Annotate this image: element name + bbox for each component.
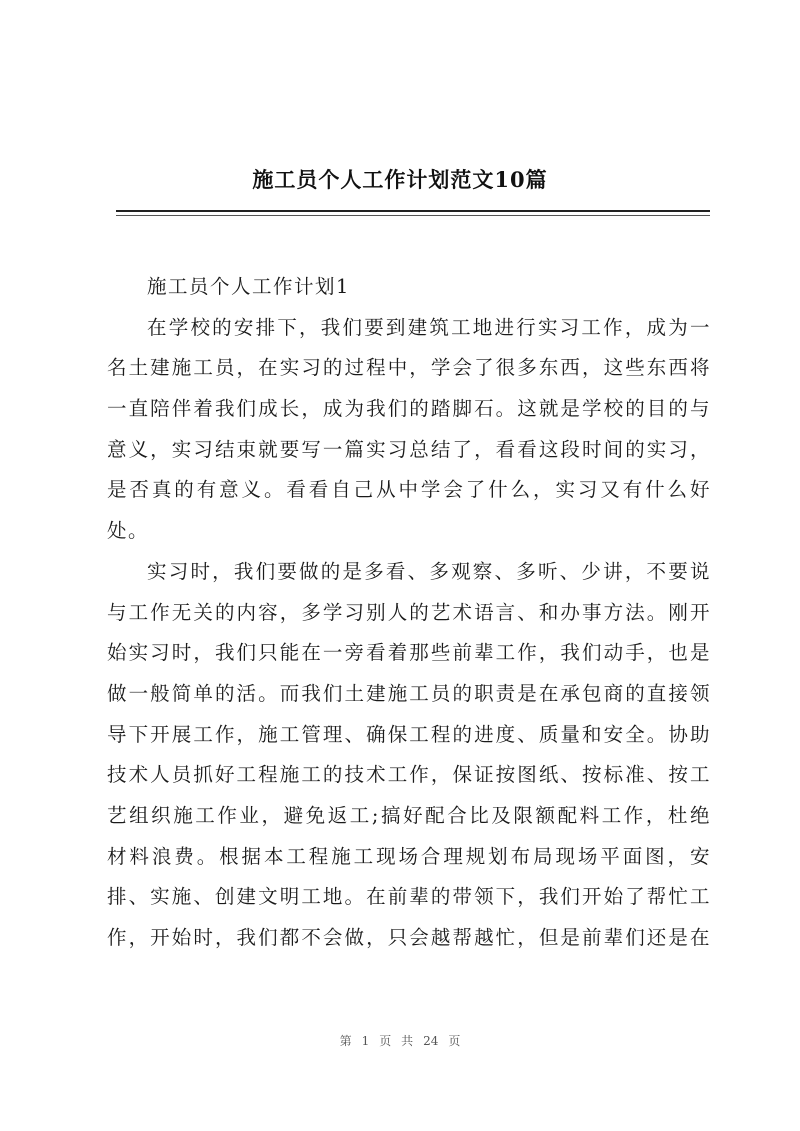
text-line: 导下开展工作，施工管理、确保工程的进度、质量和安全。协助 — [107, 722, 711, 746]
text-line: 是否真的有意义。看看自己从中学会了什么，实习又有什么好 — [107, 478, 711, 502]
text-line: 名土建施工员，在实习的过程中，学会了很多东西，这些东西将 — [107, 356, 711, 380]
text-line: 意义，实习结束就要写一篇实习总结了，看看这段时间的实习， — [107, 437, 711, 461]
text-line: 实习时，我们要做的是多看、多观察、多听、少讲，不要说 — [147, 559, 711, 583]
text-line: 在学校的安排下，我们要到建筑工地进行实习工作，成为一 — [147, 315, 711, 339]
text-line: 与工作无关的内容，多学习别人的艺术语言、和办事方法。刚开 — [107, 600, 711, 624]
document-body — [107, 267, 711, 959]
text-line: 一直陪伴着我们成长，成为我们的踏脚石。这就是学校的目的与 — [107, 397, 711, 421]
title-rule-thick — [116, 210, 710, 212]
section-heading: 施工员个人工作计划1 — [147, 275, 350, 298]
page-footer — [0, 1032, 800, 1049]
paragraph-1 — [107, 308, 711, 552]
text-line: 材料浪费。根据本工程施工现场合理规划布局现场平面图，安 — [107, 844, 711, 868]
paragraph-2 — [107, 552, 711, 959]
total-pages-number: 24 — [423, 1034, 439, 1048]
footer-suffix: 页 — [448, 1034, 461, 1048]
text-line: 艺组织施工作业，避免返工;搞好配合比及限额配料工作，杜绝 — [107, 803, 711, 827]
footer-middle: 页 共 — [379, 1034, 414, 1048]
text-line: 做一般简单的活。而我们土建施工员的职责是在承包商的直接领 — [107, 681, 711, 705]
title-rule-thin — [116, 215, 710, 216]
text-line: 处。 — [107, 519, 150, 543]
text-line: 技术人员抓好工程施工的技术工作，保证按图纸、按标准、按工 — [107, 763, 711, 787]
text-line: 排、实施、创建文明工地。在前辈的带领下，我们开始了帮忙工 — [107, 885, 711, 909]
footer-prefix: 第 — [339, 1034, 352, 1048]
document-title: 施工员个人工作计划范文10篇 — [252, 167, 548, 192]
text-line: 作，开始时，我们都不会做，只会越帮越忙，但是前辈们还是在 — [107, 926, 711, 949]
current-page-number: 1 — [361, 1034, 370, 1048]
text-line: 始实习时，我们只能在一旁看着那些前辈工作，我们动手，也是 — [107, 641, 711, 665]
